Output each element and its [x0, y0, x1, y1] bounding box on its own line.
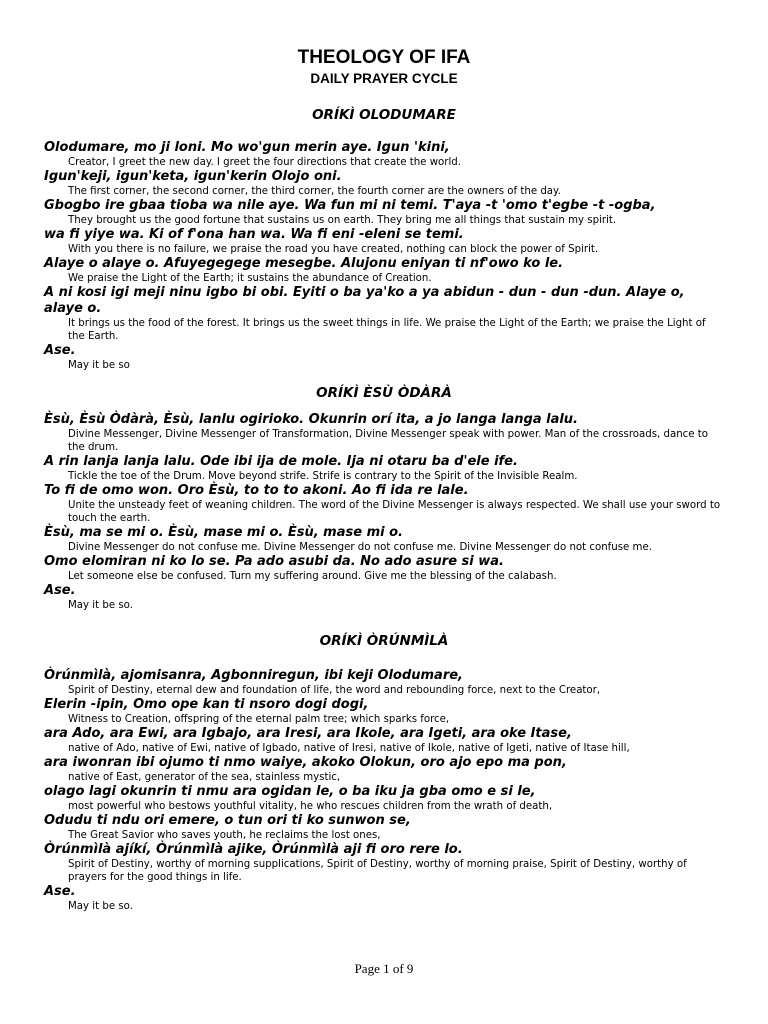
yoruba-verse: ara Ado, ara Ewi, ara Igbajo, ara Iresi, ara Ikole, ara Igeti, ara oke Itase,	[44, 726, 572, 741]
prayer-section	[44, 632, 724, 913]
yoruba-verse: Òrúnmìlà ajíkí, Òrúnmìlà ajike, Òrúnmìlà aji fi oro rere lo.	[44, 842, 463, 857]
english-translation: native of Ado, native of Ewi, native of Igbado, native of Iresi, native of Ikole, native of Igeti, native of Itase hill,	[68, 743, 630, 754]
document-subtitle: DAILY PRAYER CYCLE	[310, 71, 458, 86]
english-translation: May it be so.	[68, 600, 133, 611]
english-translation: Witness to Creation, offspring of the eternal palm tree; which sparks force,	[68, 714, 450, 725]
yoruba-verse: Alaye o alaye o. Afuyegegege mesegbe. Alujonu eniyan ti nf'owo ko le.	[44, 256, 564, 271]
english-translation: Divine Messenger, Divine Messenger of Transformation, Divine Messenger speak with power. Man of the crossroads, dance to the drum.	[68, 429, 709, 453]
english-translation: With you there is no failure, we praise the road you have created, nothing can block the power of Spirit.	[68, 244, 599, 255]
english-translation: Spirit of Destiny, worthy of morning supplications, Spirit of Destiny, worthy of morning praise, Spirit of Destiny, worthy of prayers for the good things in life.	[68, 859, 687, 883]
yoruba-verse: Ase.	[44, 583, 76, 598]
yoruba-verse: ara iwonran ibi ojumo ti nmo waiye, akoko Olokun, oro ajo epo ma pon,	[44, 755, 567, 770]
document-title: THEOLOGY OF IFA	[297, 47, 471, 68]
english-translation: Creator, I greet the new day. I greet the four directions that create the world.	[68, 157, 461, 168]
english-translation: It brings us the food of the forest. It brings us the sweet things in life. We praise the Light of the Earth; we praise the Light of the Earth.	[68, 318, 706, 342]
english-translation: The first corner, the second corner, the third corner, the fourth corner are the owners of the day.	[68, 186, 561, 197]
english-translation: Spirit of Destiny, eternal dew and foundation of life, the word and rebounding force, next to the Creator,	[68, 685, 601, 696]
yoruba-verse: Igun'keji, igun'keta, igun'kerin Olojo oni.	[44, 169, 342, 184]
english-translation: native of East, generator of the sea, stainless mystic,	[68, 772, 341, 783]
prayer-section	[44, 384, 724, 612]
yoruba-verse: Ase.	[44, 884, 76, 899]
yoruba-verse: olago lagi okunrin ti nmu ara ogidan le, o ba iku ja gba omo e si le,	[44, 784, 536, 799]
english-translation: Tickle the toe of the Drum. Move beyond strife. Strife is contrary to the Spirit of the Invisible Realm.	[68, 471, 578, 482]
english-translation: The Great Savior who saves youth, he reclaims the lost ones,	[68, 830, 381, 841]
page-number: Page 1 of 9	[354, 961, 414, 976]
yoruba-verse: A ni kosi igi meji ninu igbo bi obi. Eyiti o ba ya'ko a ya abidun - dun - dun -dun. Alaye o, alaye o.	[44, 285, 685, 316]
english-translation: Divine Messenger do not confuse me. Divine Messenger do not confuse me. Divine Messenger do not confuse me.	[68, 542, 652, 553]
section-heading: ORÍKÌ ÈSÙ ÒDÀRÀ	[316, 385, 452, 401]
prayer-sections	[44, 106, 724, 913]
english-translation: May it be so.	[68, 901, 133, 912]
english-translation: most powerful who bestows youthful vitality, he who rescues children from the wrath of death,	[68, 801, 553, 812]
yoruba-verse: A rin lanja lanja lalu. Ode ibi ija de mole. Ija ni otaru ba d'ele ife.	[44, 454, 518, 469]
english-translation: They brought us the good fortune that sustains us on earth. They bring me all things that sustain my spirit.	[68, 215, 617, 226]
yoruba-verse: Èsù, ma se mi o. Èsù, mase mi o. Èsù, mase mi o.	[44, 525, 403, 540]
yoruba-verse: Odudu ti ndu ori emere, o tun ori ti ko sunwon se,	[44, 813, 411, 828]
prayer-section	[44, 106, 724, 372]
document-page	[44, 46, 724, 913]
yoruba-verse: Èsù, Èsù Òdàrà, Èsù, lanlu ogirioko. Okunrin orí ita, a jo langa langa lalu.	[44, 412, 578, 427]
yoruba-verse: Òrúnmìlà, ajomisanra, Agbonniregun, ibi keji Olodumare,	[44, 668, 463, 683]
english-translation: May it be so	[68, 360, 130, 371]
english-translation: We praise the Light of the Earth; it sustains the abundance of Creation.	[68, 273, 432, 284]
yoruba-verse: Elerin -ipin, Omo ope kan ti nsoro dogi dogi,	[44, 697, 369, 712]
yoruba-verse: Olodumare, mo ji loni. Mo wo'gun merin aye. Igun 'kini,	[44, 140, 450, 155]
yoruba-verse: wa fi yiye wa. Ki of f'ona han wa. Wa fi eni -eleni se temi.	[44, 227, 464, 242]
section-heading: ORÍKÌ ÒRÚNMÌLÀ	[319, 633, 449, 649]
english-translation: Unite the unsteady feet of weaning children. The word of the Divine Messenger is always respected. We shall use your sword to touch the earth.	[68, 500, 721, 524]
yoruba-verse: Gbogbo ire gbaa tioba wa nile aye. Wa fun mi ni temi. T'aya -t 'omo t'egbe -t -ogba,	[44, 198, 656, 213]
section-heading: ORÍKÌ OLODUMARE	[312, 107, 456, 123]
english-translation: Let someone else be confused. Turn my suffering around. Give me the blessing of the calabash.	[68, 571, 557, 582]
yoruba-verse: Omo elomiran ni ko lo se. Pa ado asubi da. No ado asure si wa.	[44, 554, 504, 569]
yoruba-verse: To fi de omo won. Oro Èsù, to to to akoni. Ao fi ida re lale.	[44, 483, 469, 498]
yoruba-verse: Ase.	[44, 343, 76, 358]
